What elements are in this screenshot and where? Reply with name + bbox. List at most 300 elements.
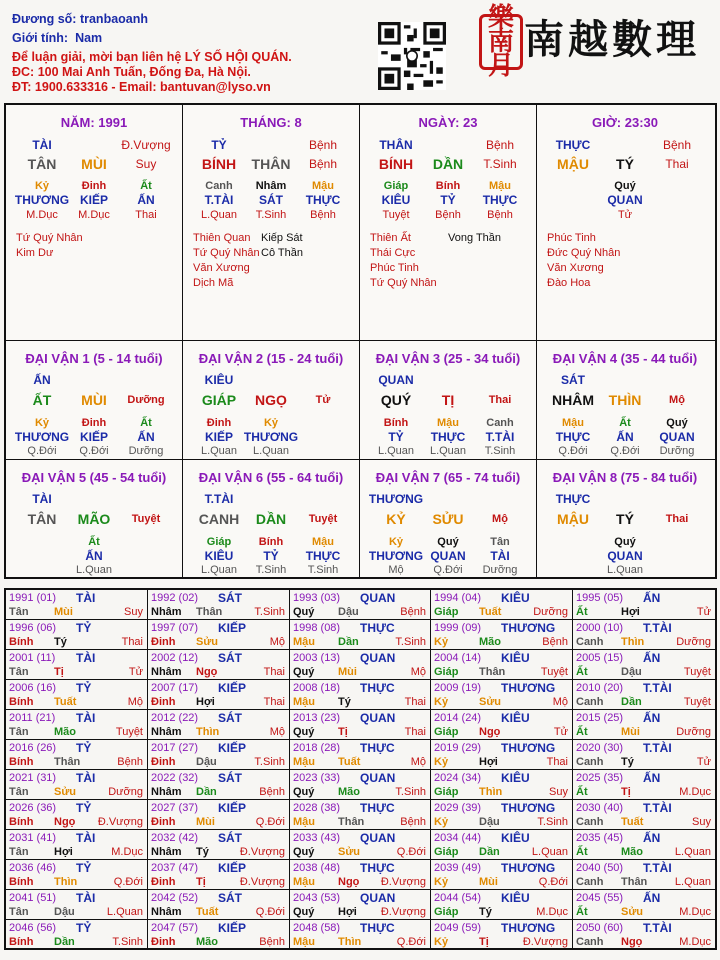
star-name: Kiếp Sát bbox=[261, 232, 303, 244]
dai-van-title: ĐẠI VẬN 6 (55 - 64 tuổi) bbox=[198, 470, 344, 485]
year-stem: Đinh bbox=[151, 636, 176, 648]
year-stem: Mậu bbox=[293, 696, 315, 708]
year-label: 2029 (39) bbox=[434, 802, 482, 814]
year-cell[interactable] bbox=[148, 800, 290, 830]
year-ten-god: KIÊU bbox=[501, 711, 530, 725]
year-branch: Ngọ bbox=[196, 666, 218, 678]
four-pillars-grid bbox=[4, 103, 717, 579]
hidden-stem: Đinh bbox=[81, 180, 107, 192]
year-cell[interactable] bbox=[573, 770, 715, 800]
hidden-phase: Bệnh bbox=[310, 209, 336, 221]
year-branch: Tý bbox=[338, 696, 351, 708]
year-cell[interactable] bbox=[6, 920, 148, 950]
year-label: 2039 (49) bbox=[434, 862, 482, 874]
year-cell[interactable] bbox=[431, 860, 573, 890]
year-phase: Mộ bbox=[552, 696, 568, 708]
year-cell[interactable] bbox=[148, 680, 290, 710]
year-cell[interactable] bbox=[148, 650, 290, 680]
year-ten-god: QUAN bbox=[360, 771, 396, 785]
year-branch: Ngọ bbox=[54, 816, 76, 828]
dai-van-phase: Thai bbox=[488, 394, 512, 406]
year-phase: Bệnh bbox=[542, 636, 568, 648]
year-cell[interactable] bbox=[148, 740, 290, 770]
year-ten-god: THỰC bbox=[360, 921, 395, 935]
hidden-phase: Q.Đới bbox=[558, 445, 588, 457]
hidden-stem: Canh bbox=[205, 180, 233, 192]
year-stem: Đinh bbox=[151, 756, 176, 768]
dai-van-title: ĐẠI VẬN 2 (15 - 24 tuổi) bbox=[198, 351, 344, 366]
year-ten-god: ẤN bbox=[643, 831, 661, 845]
year-phase: Q.Đới bbox=[396, 846, 426, 858]
year-ten-god: TÀI bbox=[76, 651, 96, 665]
year-cell[interactable] bbox=[573, 800, 715, 830]
year-branch: Sửu bbox=[196, 636, 219, 648]
year-phase: Thai bbox=[546, 756, 568, 768]
pillar-ten-god: TỶ bbox=[211, 138, 227, 152]
hidden-ten-god: T.TÀI bbox=[204, 193, 234, 207]
year-label: 2018 (28) bbox=[293, 742, 341, 754]
year-branch: Tý bbox=[479, 906, 492, 918]
year-stem: Bính bbox=[9, 876, 34, 888]
hidden-stem: Mậu bbox=[312, 536, 334, 548]
hidden-phase: T.Sinh bbox=[484, 445, 516, 457]
year-ten-god: THỰC bbox=[360, 801, 395, 815]
hidden-ten-god: TÀI bbox=[490, 549, 510, 563]
year-cell[interactable] bbox=[290, 620, 431, 650]
pillar-cell bbox=[183, 105, 360, 341]
year-ten-god: KIẾP bbox=[218, 921, 247, 935]
hidden-phase: L.Quan bbox=[377, 445, 415, 457]
year-ten-god: TÀI bbox=[76, 591, 96, 605]
year-label: 2046 (56) bbox=[9, 922, 57, 934]
year-cell[interactable] bbox=[573, 710, 715, 740]
year-cell[interactable] bbox=[148, 830, 290, 860]
year-cell[interactable] bbox=[148, 920, 290, 950]
dai-van-stem-branch: SỬU bbox=[432, 511, 464, 527]
year-label: 2041 (51) bbox=[9, 892, 57, 904]
year-cell[interactable] bbox=[6, 830, 148, 860]
year-label: 2007 (17) bbox=[151, 682, 199, 694]
year-cell[interactable] bbox=[148, 710, 290, 740]
qr-code-icon[interactable] bbox=[378, 22, 446, 90]
year-branch: Hợi bbox=[54, 846, 73, 858]
year-cell[interactable] bbox=[148, 770, 290, 800]
year-stem: Kỷ bbox=[434, 936, 449, 948]
year-phase: Q.Đới bbox=[255, 816, 285, 828]
year-phase: M.Dục bbox=[679, 786, 711, 798]
year-stem: Quý bbox=[293, 846, 315, 858]
year-stem: Canh bbox=[576, 816, 604, 828]
hidden-phase: M.Dục bbox=[78, 209, 110, 221]
hidden-phase: L.Quan bbox=[429, 445, 467, 457]
year-stem: Giáp bbox=[434, 786, 459, 798]
year-label: 2027 (37) bbox=[151, 802, 199, 814]
dai-van-phase: Tuyệt bbox=[131, 513, 161, 525]
year-branch: Tị bbox=[196, 876, 206, 888]
pillar-stem-branch: MÙI bbox=[81, 156, 107, 172]
year-label: 1995 (05) bbox=[576, 592, 624, 604]
year-ten-god: KIẾP bbox=[218, 801, 247, 815]
year-cell[interactable] bbox=[431, 800, 573, 830]
year-cell[interactable] bbox=[6, 680, 148, 710]
year-branch: Tý bbox=[54, 636, 67, 648]
hidden-phase: M.Dục bbox=[26, 209, 58, 221]
year-stem: Giáp bbox=[434, 726, 459, 738]
year-ten-god: SÁT bbox=[218, 651, 242, 665]
year-ten-god: TỶ bbox=[76, 741, 92, 755]
year-branch: Tị bbox=[479, 936, 489, 948]
hidden-ten-god: THỰC bbox=[482, 193, 518, 207]
year-cell[interactable] bbox=[290, 860, 431, 890]
year-branch: Dậu bbox=[54, 906, 75, 918]
year-cell[interactable] bbox=[573, 890, 715, 920]
year-branch: Thìn bbox=[196, 726, 220, 738]
year-phase: Bệnh bbox=[400, 816, 426, 828]
year-cell[interactable] bbox=[290, 800, 431, 830]
year-stem: Kỷ bbox=[434, 636, 449, 648]
year-stem: Canh bbox=[576, 876, 604, 888]
year-label: 2005 (15) bbox=[576, 652, 624, 664]
year-phase: T.Sinh bbox=[537, 816, 568, 828]
year-label: 2042 (52) bbox=[151, 892, 199, 904]
year-cell[interactable] bbox=[573, 860, 715, 890]
year-ten-god: TỶ bbox=[76, 681, 92, 695]
year-stem: Ất bbox=[576, 726, 588, 738]
year-stem: Canh bbox=[576, 636, 604, 648]
hidden-ten-god: KIẾP bbox=[204, 430, 234, 444]
year-cell[interactable] bbox=[6, 590, 148, 620]
year-cell[interactable] bbox=[290, 770, 431, 800]
year-stem: Đinh bbox=[151, 816, 176, 828]
year-phase: Đ.Vượng bbox=[97, 816, 143, 828]
dai-van-stem-branch: QUÝ bbox=[380, 392, 412, 408]
year-phase: T.Sinh bbox=[254, 756, 285, 768]
year-stem: Mậu bbox=[293, 816, 315, 828]
year-cell[interactable] bbox=[573, 620, 715, 650]
year-ten-god: THƯƠNG bbox=[501, 801, 556, 815]
dai-van-cell bbox=[360, 460, 537, 579]
year-stem: Bính bbox=[9, 936, 34, 948]
dai-van-phase: Dưỡng bbox=[127, 394, 165, 406]
year-cell[interactable] bbox=[573, 590, 715, 620]
year-cell[interactable] bbox=[148, 860, 290, 890]
year-phase: Tử bbox=[696, 756, 711, 768]
year-label: 2037 (47) bbox=[151, 862, 199, 874]
pillar-status: Bệnh bbox=[308, 138, 338, 152]
year-phase: Mộ bbox=[127, 696, 143, 708]
hidden-phase: L.Quan bbox=[252, 445, 290, 457]
pillar-stem-branch: BÍNH bbox=[201, 156, 237, 172]
dai-van-ten-god: KIÊU bbox=[204, 373, 234, 387]
hidden-ten-god: T.TÀI bbox=[485, 430, 515, 444]
year-cell[interactable] bbox=[6, 890, 148, 920]
year-cell[interactable] bbox=[290, 830, 431, 860]
year-cell[interactable] bbox=[148, 890, 290, 920]
year-stem: Nhâm bbox=[151, 786, 182, 798]
brand-logo: 南越數理 bbox=[524, 16, 700, 63]
year-cell[interactable] bbox=[290, 650, 431, 680]
dai-van-phase: Tuyệt bbox=[308, 513, 338, 525]
year-ten-god: SÁT bbox=[218, 771, 242, 785]
year-branch: Dậu bbox=[479, 816, 500, 828]
year-cell[interactable] bbox=[6, 770, 148, 800]
year-phase: Suy bbox=[549, 786, 568, 798]
year-phase: M.Dục bbox=[679, 906, 711, 918]
year-phase: M.Dục bbox=[536, 906, 568, 918]
year-label: 2050 (60) bbox=[576, 922, 624, 934]
pillar-title: NGÀY: 23 bbox=[418, 115, 478, 130]
year-branch: Dần bbox=[479, 846, 500, 858]
pillar-title: GIỜ: 23:30 bbox=[591, 115, 659, 130]
dai-van-phase: Mộ bbox=[669, 394, 685, 406]
year-branch: Tuất bbox=[54, 696, 77, 708]
year-cell[interactable] bbox=[431, 590, 573, 620]
yearly-luck-table bbox=[4, 588, 717, 950]
year-branch: Thân bbox=[54, 756, 81, 768]
hidden-phase: L.Quan bbox=[200, 564, 238, 576]
hidden-ten-god: THỰC bbox=[430, 430, 466, 444]
year-ten-god: KIÊU bbox=[501, 771, 530, 785]
year-branch: Ngọ bbox=[338, 876, 360, 888]
year-ten-god: KIẾP bbox=[218, 621, 247, 635]
star-name: Đức Quý Nhân bbox=[547, 247, 621, 259]
dai-van-stem-branch: DẦN bbox=[255, 511, 287, 527]
year-cell[interactable] bbox=[573, 920, 715, 950]
year-cell[interactable] bbox=[573, 830, 715, 860]
year-phase: Tuyệt bbox=[115, 726, 143, 738]
year-phase: Q.Đới bbox=[538, 876, 568, 888]
year-stem: Nhâm bbox=[151, 906, 182, 918]
year-branch: Mão bbox=[338, 786, 360, 798]
year-ten-god: T.TÀI bbox=[643, 921, 672, 935]
year-ten-god: TỶ bbox=[76, 861, 92, 875]
year-cell[interactable] bbox=[431, 920, 573, 950]
year-phase: Dưỡng bbox=[533, 606, 568, 618]
hidden-phase: Q.Đới bbox=[433, 564, 463, 576]
year-stem: Quý bbox=[293, 906, 315, 918]
year-cell[interactable] bbox=[573, 680, 715, 710]
year-label: 1994 (04) bbox=[434, 592, 482, 604]
year-cell[interactable] bbox=[290, 890, 431, 920]
year-label: 2020 (30) bbox=[576, 742, 624, 754]
hidden-stem: Ất bbox=[619, 417, 631, 429]
year-branch: Dậu bbox=[196, 756, 217, 768]
hidden-ten-god: THƯƠNG bbox=[243, 430, 299, 444]
year-branch: Sửu bbox=[621, 906, 644, 918]
contact-address: ĐC: 100 Mai Anh Tuấn, Đống Đa, Hà Nội. bbox=[12, 65, 251, 79]
year-ten-god: THƯƠNG bbox=[501, 681, 556, 695]
hidden-phase: Thai bbox=[135, 209, 157, 221]
year-cell[interactable] bbox=[290, 590, 431, 620]
year-ten-god: QUAN bbox=[360, 651, 396, 665]
year-cell[interactable] bbox=[573, 650, 715, 680]
year-phase: L.Quan bbox=[531, 846, 568, 858]
gender-line bbox=[12, 31, 102, 46]
year-cell[interactable] bbox=[431, 740, 573, 770]
year-stem: Canh bbox=[576, 756, 604, 768]
star-name: Đào Hoa bbox=[547, 277, 591, 289]
year-cell[interactable] bbox=[431, 830, 573, 860]
year-phase: T.Sinh bbox=[395, 636, 426, 648]
hidden-phase: L.Quan bbox=[200, 209, 238, 221]
year-cell[interactable] bbox=[290, 920, 431, 950]
year-ten-god: TỶ bbox=[76, 921, 92, 935]
year-cell[interactable] bbox=[431, 710, 573, 740]
pillar-phase: T.Sinh bbox=[483, 157, 517, 171]
hidden-ten-god: SÁT bbox=[259, 193, 283, 207]
year-branch: Hợi bbox=[479, 756, 498, 768]
year-stem: Quý bbox=[293, 726, 315, 738]
year-label: 2030 (40) bbox=[576, 802, 624, 814]
year-stem: Mậu bbox=[293, 876, 315, 888]
year-cell[interactable] bbox=[6, 710, 148, 740]
year-cell[interactable] bbox=[290, 710, 431, 740]
hidden-stem: Bính bbox=[383, 417, 409, 429]
dai-van-cell bbox=[183, 460, 360, 579]
dai-van-stem-branch: GIÁP bbox=[201, 392, 237, 408]
year-label: 2021 (31) bbox=[9, 772, 57, 784]
year-phase: Dưỡng bbox=[676, 726, 711, 738]
year-branch: Dần bbox=[621, 696, 642, 708]
year-branch: Mão bbox=[621, 846, 643, 858]
hidden-stem: Ất bbox=[140, 180, 152, 192]
year-label: 2003 (13) bbox=[293, 652, 341, 664]
year-phase: Mộ bbox=[269, 636, 285, 648]
hidden-stem: Quý bbox=[614, 180, 636, 192]
hidden-stem: Quý bbox=[614, 536, 636, 548]
year-stem: Bính bbox=[9, 756, 34, 768]
dai-van-cell bbox=[183, 341, 360, 460]
year-phase: Suy bbox=[692, 816, 711, 828]
year-branch: Tuất bbox=[621, 816, 644, 828]
year-label: 2022 (32) bbox=[151, 772, 199, 784]
year-cell[interactable] bbox=[6, 740, 148, 770]
year-label: 1991 (01) bbox=[9, 592, 57, 604]
year-branch: Mùi bbox=[196, 816, 215, 828]
year-branch: Thìn bbox=[479, 786, 503, 798]
year-branch: Tuất bbox=[196, 906, 219, 918]
year-branch: Ngọ bbox=[621, 936, 643, 948]
year-stem: Bính bbox=[9, 696, 34, 708]
year-cell[interactable] bbox=[6, 650, 148, 680]
gender-label: Giới tính: bbox=[12, 31, 69, 45]
hidden-ten-god: ẤN bbox=[137, 193, 155, 207]
contact-phone-email[interactable]: ĐT: 1900.633316 - Email: bantuvan@lyso.vn bbox=[12, 80, 271, 94]
year-branch: Sửu bbox=[338, 846, 361, 858]
year-cell[interactable] bbox=[148, 620, 290, 650]
year-phase: Q.Đới bbox=[396, 936, 426, 948]
year-stem: Kỷ bbox=[434, 816, 449, 828]
year-label: 2014 (24) bbox=[434, 712, 482, 724]
year-ten-god: KIÊU bbox=[501, 591, 530, 605]
dai-van-stem-branch: CANH bbox=[198, 511, 240, 527]
hidden-stem: Ất bbox=[88, 536, 100, 548]
year-stem: Ất bbox=[576, 786, 588, 798]
year-label: 2006 (16) bbox=[9, 682, 57, 694]
year-branch: Tị bbox=[338, 726, 348, 738]
dai-van-title: ĐẠI VẬN 1 (5 - 14 tuổi) bbox=[25, 351, 163, 366]
year-label: 1992 (02) bbox=[151, 592, 199, 604]
pillar-title: NĂM: 1991 bbox=[60, 115, 128, 130]
year-cell[interactable] bbox=[290, 740, 431, 770]
pillar-stem-branch: THÂN bbox=[251, 156, 291, 172]
year-branch: Mão bbox=[196, 936, 218, 948]
year-branch: Dậu bbox=[338, 606, 359, 618]
dai-van-ten-god: ẤN bbox=[33, 373, 51, 387]
year-branch: Hợi bbox=[196, 696, 215, 708]
year-cell[interactable] bbox=[431, 770, 573, 800]
hidden-phase: L.Quan bbox=[606, 564, 644, 576]
year-branch: Thân bbox=[479, 666, 506, 678]
year-stem: Đinh bbox=[151, 696, 176, 708]
year-phase: Q.Đới bbox=[255, 906, 285, 918]
star-name: Thiên Ất bbox=[370, 232, 411, 244]
year-label: 1993 (03) bbox=[293, 592, 341, 604]
year-phase: T.Sinh bbox=[112, 936, 143, 948]
year-phase: Tử bbox=[128, 666, 143, 678]
year-ten-god: THỰC bbox=[360, 681, 395, 695]
year-label: 2049 (59) bbox=[434, 922, 482, 934]
year-cell[interactable] bbox=[431, 620, 573, 650]
hidden-stem: Kỷ bbox=[388, 536, 404, 548]
year-cell[interactable] bbox=[6, 620, 148, 650]
year-phase: Tuyệt bbox=[683, 666, 711, 678]
year-label: 2002 (12) bbox=[151, 652, 199, 664]
hidden-phase: Tuyệt bbox=[382, 209, 410, 221]
pillar-status: Bệnh bbox=[662, 138, 692, 152]
year-cell[interactable] bbox=[290, 680, 431, 710]
year-stem: Tân bbox=[9, 666, 29, 678]
year-label: 2047 (57) bbox=[151, 922, 199, 934]
year-ten-god: SÁT bbox=[218, 831, 242, 845]
year-phase: L.Quan bbox=[106, 906, 143, 918]
year-label: 1996 (06) bbox=[9, 622, 57, 634]
year-branch: Tý bbox=[621, 756, 634, 768]
hidden-phase: L.Quan bbox=[75, 564, 113, 576]
year-label: 2004 (14) bbox=[434, 652, 482, 664]
star-name: Văn Xương bbox=[193, 262, 250, 274]
year-ten-god: ẤN bbox=[643, 711, 661, 725]
year-branch: Dậu bbox=[621, 666, 642, 678]
year-ten-god: T.TÀI bbox=[643, 621, 672, 635]
star-name: Dịch Mã bbox=[193, 277, 234, 289]
year-phase: L.Quan bbox=[674, 846, 711, 858]
year-branch: Thân bbox=[196, 606, 223, 618]
hidden-stem: Bính bbox=[258, 536, 284, 548]
hidden-phase: Tử bbox=[617, 209, 633, 221]
year-stem: Giáp bbox=[434, 846, 459, 858]
pillar-phase: Thai bbox=[665, 157, 689, 171]
year-branch: Mão bbox=[54, 726, 76, 738]
year-ten-god: KIÊU bbox=[501, 651, 530, 665]
year-cell[interactable] bbox=[148, 590, 290, 620]
year-label: 2008 (18) bbox=[293, 682, 341, 694]
pillar-cell bbox=[537, 105, 715, 341]
pillar-title: THÁNG: 8 bbox=[240, 115, 302, 130]
dai-van-stem-branch: THÌN bbox=[608, 392, 642, 408]
year-cell[interactable] bbox=[431, 680, 573, 710]
user-line bbox=[12, 12, 148, 27]
year-cell[interactable] bbox=[431, 890, 573, 920]
year-cell[interactable] bbox=[6, 860, 148, 890]
year-label: 2033 (43) bbox=[293, 832, 341, 844]
year-cell[interactable] bbox=[6, 800, 148, 830]
dai-van-stem-branch: MÙI bbox=[81, 392, 107, 408]
year-cell[interactable] bbox=[431, 650, 573, 680]
year-stem: Tân bbox=[9, 906, 29, 918]
user-value: tranbaoanh bbox=[79, 12, 149, 26]
year-cell[interactable] bbox=[573, 740, 715, 770]
